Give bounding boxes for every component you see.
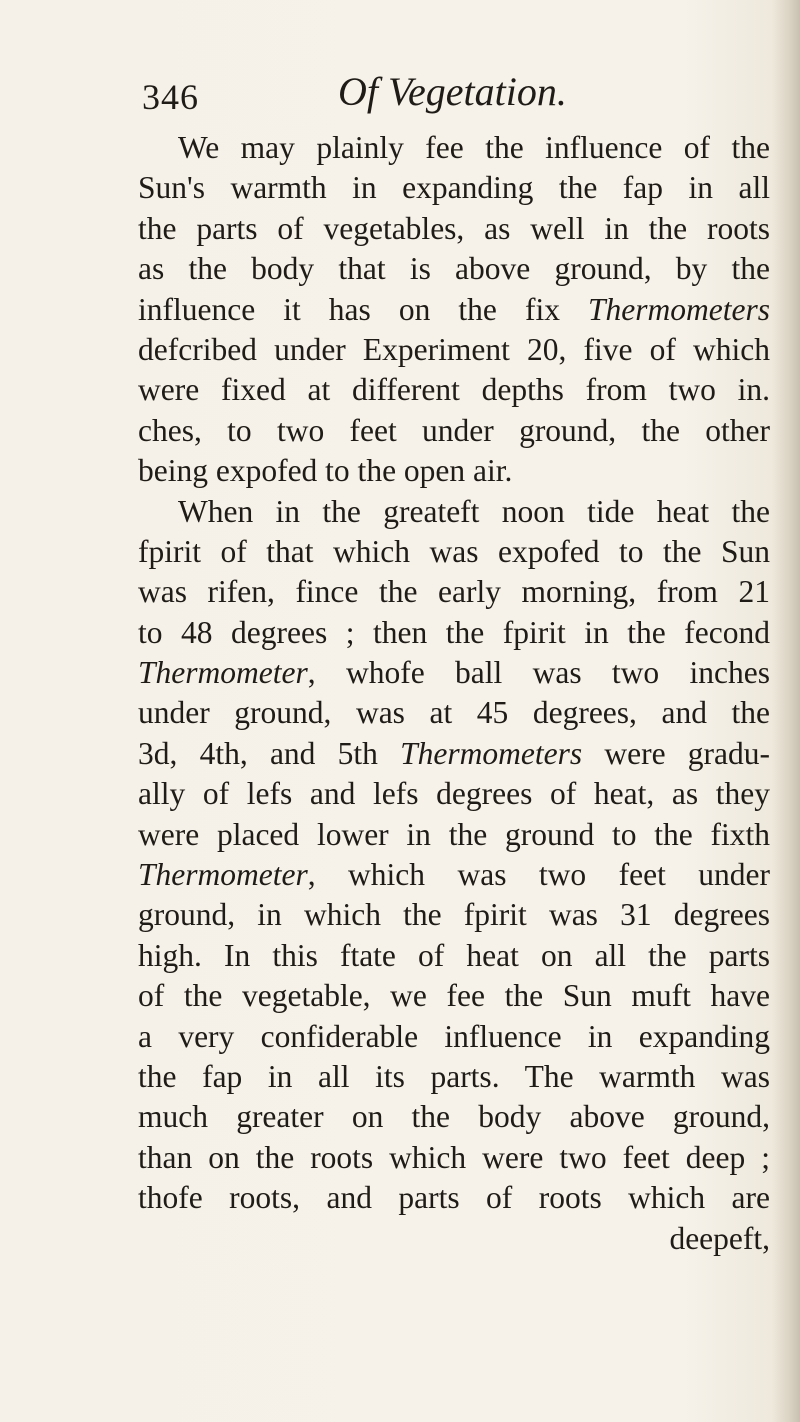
text-line: the parts of vegetables, as well in the roots	[138, 210, 770, 246]
text-line: thofe roots, and parts of roots which are	[138, 1180, 770, 1216]
text-line: influence it has on the fix Thermometers	[138, 291, 770, 327]
text-line: the fap in all its parts. The warmth was	[138, 1058, 770, 1094]
text-line: under ground, was at 45 degrees, and the	[138, 695, 770, 731]
text-line: being expofed to the open air.	[138, 453, 513, 489]
text-line: of the vegetable, we fee the Sun muft have	[138, 978, 770, 1014]
text-line: defcribed under Experiment 20, five of which	[138, 331, 770, 367]
text-line: ally of lefs and lefs degrees of heat, as they	[138, 776, 770, 812]
text-line: were fixed at different depths from two in.	[138, 372, 770, 408]
running-title: Of Vegetation.	[338, 69, 567, 114]
text-line: were placed lower in the ground to the fixth	[138, 816, 770, 852]
text-line: Sun's warmth in expanding the fap in all	[138, 170, 770, 206]
text-line: When in the greateft noon tide heat the	[178, 493, 770, 529]
text-line: as the body that is above ground, by the	[138, 251, 770, 287]
catchword: deepeft,	[669, 1220, 770, 1256]
text-line: ches, to two feet under ground, the other	[138, 412, 770, 448]
text-line: ground, in which the fpirit was 31 degrees	[138, 897, 770, 933]
body-text	[138, 128, 770, 1259]
text-line: a very confiderable influence in expanding	[138, 1018, 770, 1054]
text-line: high. In this ftate of heat on all the parts	[138, 937, 770, 973]
page-header	[142, 68, 722, 128]
page-number: 346	[142, 77, 199, 117]
text-line: than on the roots which were two feet deep ;	[138, 1139, 770, 1175]
text-line: fpirit of that which was expofed to the Sun	[138, 533, 770, 569]
text-line: Thermometer, whofe ball was two inches	[138, 655, 770, 691]
text-line: to 48 degrees ; then the fpirit in the fecond	[138, 614, 770, 650]
text-line: was rifen, fince the early morning, from 21	[138, 574, 770, 610]
text-line: much greater on the body above ground,	[138, 1099, 770, 1135]
text-line: 3d, 4th, and 5th Thermometers were gradu-	[138, 735, 770, 771]
text-line: We may plainly fee the influence of the	[178, 130, 770, 165]
text-line: Thermometer, which was two feet under	[138, 857, 770, 893]
page-edge-shadow	[772, 0, 800, 1422]
